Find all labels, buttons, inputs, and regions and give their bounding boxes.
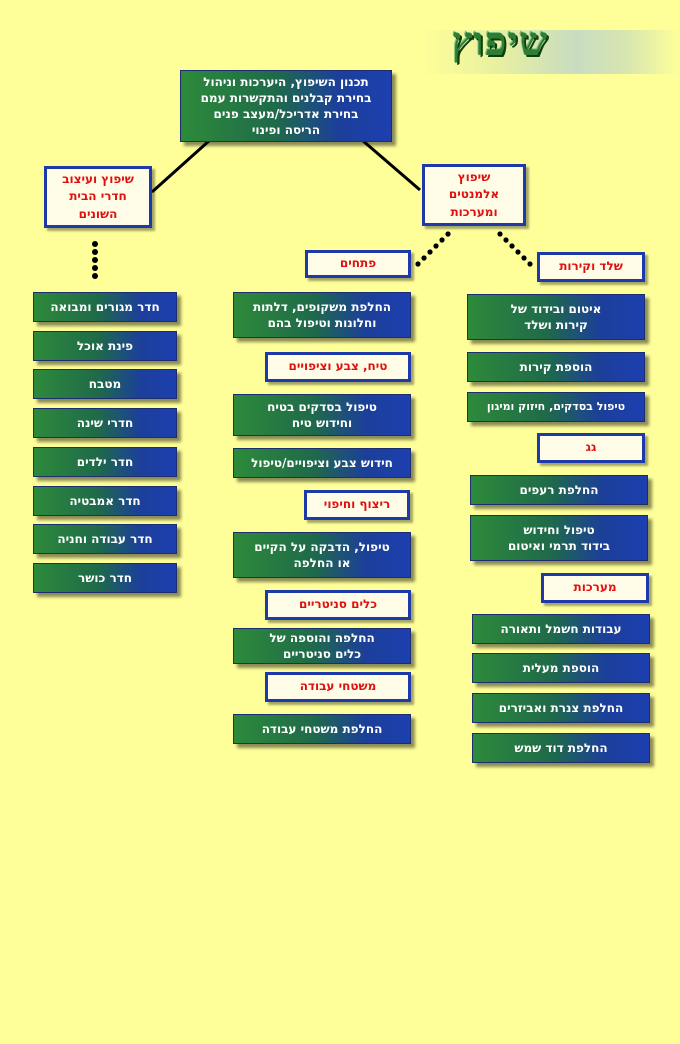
- walls-label[interactable]: שלד וקירות: [537, 252, 645, 282]
- plumbing-item[interactable]: החלפת צנרת ואביזרים: [472, 693, 650, 723]
- plaster-cracks-item[interactable]: [233, 394, 411, 436]
- header-line: שיפוץ: [457, 169, 491, 184]
- systems-label[interactable]: מערכות: [541, 573, 649, 603]
- openings-item[interactable]: [233, 292, 411, 338]
- item-line: טיפול וחידוש: [523, 522, 595, 537]
- item-line: קירות ושלד: [524, 318, 588, 332]
- paint-renewal-item[interactable]: חידוש צבע וציפויים/טיפול: [233, 448, 411, 478]
- item-line: איטום ובידוד של: [510, 301, 602, 316]
- room-dining[interactable]: פינת אוכל: [33, 331, 177, 361]
- sanitary-label[interactable]: כלים סניטריים: [265, 590, 411, 620]
- solar-heater-item[interactable]: החלפת דוד שמש: [472, 733, 650, 763]
- tiling-label[interactable]: ריצוף וחיפוי: [304, 490, 410, 520]
- elements-header[interactable]: [422, 164, 526, 226]
- item-line: החלפת משקופים, דלתות: [252, 299, 392, 314]
- item-line: וחידוש טיח: [291, 416, 353, 430]
- item-line: טיפול, הדבקה על הקיים: [254, 539, 390, 554]
- planning-box[interactable]: [180, 70, 392, 142]
- room-kids[interactable]: חדר ילדים: [33, 447, 177, 477]
- elevator-item[interactable]: הוספת מעלית: [472, 653, 650, 683]
- walls-insulation-item[interactable]: [467, 294, 645, 340]
- header-line: אלמנטים: [448, 187, 500, 202]
- page-title: שיפוץ: [451, 18, 549, 65]
- header-line: חדרי הבית: [69, 189, 127, 204]
- room-kitchen[interactable]: מטבח: [33, 369, 177, 399]
- item-line: וחלונות וטיפול בהם: [267, 316, 377, 330]
- room-bathroom[interactable]: חדר אמבטיה: [33, 486, 177, 516]
- header-line: ומערכות: [450, 204, 498, 219]
- counters-item[interactable]: החלפת משטחי עבודה: [233, 714, 411, 744]
- item-line: החלפה והוספה של: [269, 630, 375, 645]
- electricity-item[interactable]: עבודות חשמל ותאורה: [472, 614, 650, 644]
- roof-label[interactable]: גג: [537, 433, 645, 463]
- cracks-reinforce-item[interactable]: טיפול בסדקים, חיזוק ומיגון: [467, 392, 645, 422]
- item-line: טיפול בסדקים בטיח: [267, 399, 377, 414]
- item-line: כלים סניטריים: [282, 647, 362, 661]
- room-office[interactable]: חדר עבודה וחניה: [33, 524, 177, 554]
- planning-line: בחירת אדריכל/מעצב פנים: [213, 107, 359, 121]
- roof-tiles-item[interactable]: החלפת רעפים: [470, 475, 648, 505]
- room-living[interactable]: חדר מגורים ומבואה: [33, 292, 177, 322]
- counters-label[interactable]: משטחי עבודה: [265, 672, 411, 702]
- rooms-header[interactable]: [44, 166, 152, 228]
- openings-label[interactable]: פתחים: [305, 250, 411, 278]
- header-line: שיפוץ ועיצוב: [62, 171, 134, 186]
- add-walls-item[interactable]: הוספת קירות: [467, 352, 645, 382]
- planning-line: הריסה ופינוי: [251, 123, 321, 138]
- sanitary-item[interactable]: [233, 628, 411, 664]
- plaster-label[interactable]: טיח, צבע וציפויים: [265, 352, 411, 382]
- tiling-item[interactable]: [233, 532, 411, 578]
- roof-insulation-item[interactable]: [470, 515, 648, 561]
- planning-line: תכנון השיפוץ, היערכות וניהול: [203, 74, 369, 89]
- item-line: או החלפה: [293, 556, 351, 570]
- room-gym[interactable]: חדר כושר: [33, 563, 177, 593]
- room-bedrooms[interactable]: חדרי שינה: [33, 408, 177, 438]
- planning-line: בחירת קבלנים והתקשרות עמם: [200, 90, 372, 105]
- header-line: השונים: [78, 206, 118, 221]
- item-line: בידוד תרמי ואיטום: [507, 539, 611, 553]
